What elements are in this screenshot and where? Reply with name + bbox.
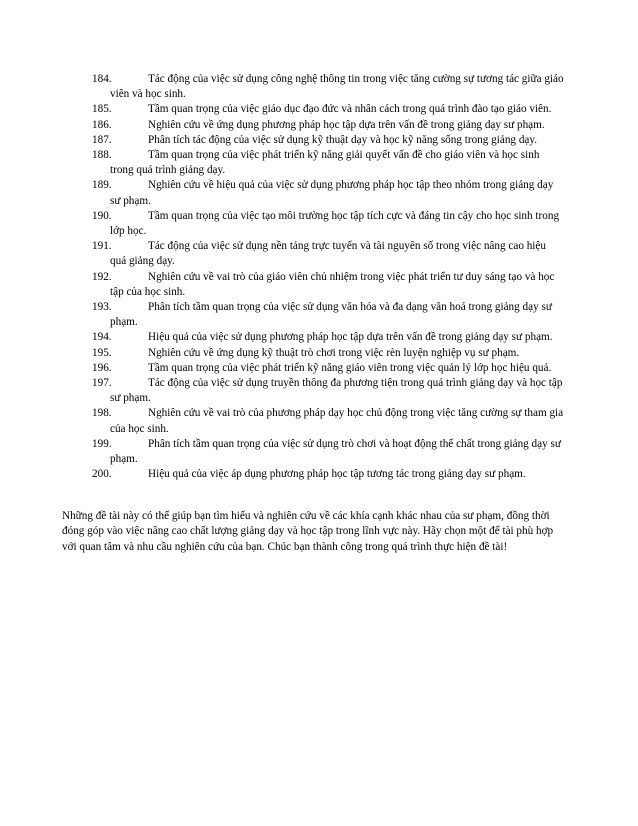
item-text: Nghiên cứu về ứng dụng kỹ thuật trò chơi trong việc rèn luyện nghiệp vụ sư phạm. — [148, 346, 520, 359]
item-text: Nghiên cứu về vai trò của giáo viên chủ nhiệm trong việc phát triển tư duy sáng tạo và học tập của học sinh. — [110, 270, 555, 298]
item-number: 185. — [92, 103, 112, 116]
item-text: Tác động của việc sử dụng công nghệ thông tin trong việc tăng cường sự tương tác giữa giáo viên và học sinh. — [110, 73, 564, 101]
list-item — [88, 270, 564, 300]
list-item — [88, 467, 564, 482]
item-text: Tầm quan trọng của việc phát triển kỹ năng giải quyết vấn đề cho giáo viên và học sinh trong quá trình giảng dạy. — [110, 149, 540, 177]
item-number: 186. — [92, 118, 112, 131]
item-text: Tác động của việc sử dụng nền tảng trực tuyến và tài nguyên số trong việc nâng cao hiệu quả giảng dạy. — [110, 240, 546, 268]
item-text: Tầm quan trọng của việc tạo môi trường học tập tích cực và đáng tin cậy cho học sinh trong lớp học. — [110, 209, 560, 238]
item-text: Nghiên cứu về hiệu quả của việc sử dụng phương pháp học tập theo nhóm trong giảng dạy sư phạm. — [110, 179, 554, 207]
item-number: 189. — [92, 179, 112, 192]
item-number: 190. — [92, 209, 112, 222]
item-text: Nghiên cứu về vai trò của phương pháp dạy học chủ động trong việc tăng cường sự tham gia của học sinh. — [110, 407, 564, 435]
list-item — [88, 148, 564, 178]
list-item — [88, 102, 564, 117]
list-item — [88, 361, 564, 376]
item-text: Hiệu quả của việc sử dụng phương pháp học tập dựa trên vấn đề trong giảng dạy sư phạm. — [148, 331, 553, 344]
item-text: Tác động của việc sử dụng truyền thông đa phương tiện trong quá trình giảng dạy và học tập sư phạm. — [110, 377, 563, 405]
item-number: 187. — [92, 133, 112, 146]
list-item — [88, 437, 564, 467]
item-number: 192. — [92, 270, 112, 283]
item-number: 199. — [92, 437, 112, 450]
item-number: 194. — [92, 331, 112, 344]
list-item — [88, 178, 564, 208]
list-item — [88, 376, 564, 406]
item-number: 197. — [92, 377, 112, 390]
item-number: 198. — [92, 407, 112, 420]
list-item — [88, 330, 564, 345]
list-item — [88, 300, 564, 330]
list-item — [88, 406, 564, 436]
list-item — [88, 209, 564, 239]
item-text: Tầm quan trọng của việc phát triển kỹ năng giáo viên trong việc quản lý lớp học hiệu quả. — [148, 361, 552, 374]
item-text: Nghiên cứu về ứng dụng phương pháp học tập dựa trên vấn đề trong giảng dạy sư phạm. — [148, 118, 545, 131]
item-text: Phân tích tác động của việc sử dụng kỹ thuật dạy và học kỹ năng sống trong giảng dạy. — [148, 133, 538, 146]
item-number: 188. — [92, 149, 112, 162]
topic-list — [88, 72, 564, 482]
item-number: 195. — [92, 346, 112, 359]
item-text: Phân tích tầm quan trọng của việc sử dụng văn hóa và đa dạng văn hoá trong giảng dạy sư phạm. — [110, 301, 552, 329]
item-text: Tầm quan trọng của việc giáo dục đạo đức và nhân cách trong quá trình đào tạo giáo viên. — [148, 103, 552, 116]
item-number: 191. — [92, 240, 112, 253]
list-item — [88, 118, 564, 133]
closing-paragraph: Những đề tài này có thể giúp bạn tìm hiểu và nghiên cứu về các khía cạnh khác nhau của sư phạm, đồng thời đóng góp vào việc nâng cao chất lượng giảng dạy và học tập trong lĩnh vực này. Hãy chọn một để tài phù hợp với quan tâm và nhu cầu nghiên cứu của bạn. Chúc bạn thành công trong quá trình thực hiện đề tài! — [62, 510, 554, 553]
item-number: 184. — [92, 73, 112, 85]
list-item — [88, 72, 564, 102]
item-number: 193. — [92, 301, 112, 314]
item-text: Phân tích tầm quan trọng của việc sử dụng trò chơi và hoạt động thể chất trong giảng dạy sư phạm. — [110, 437, 561, 466]
item-text: Hiệu quả của việc áp dụng phương pháp học tập tương tác trong giảng dạy sư phạm. — [148, 468, 526, 481]
list-item — [88, 133, 564, 148]
item-number: 196. — [92, 361, 112, 374]
list-item — [88, 239, 564, 269]
list-item — [88, 346, 564, 361]
item-number: 200. — [92, 468, 112, 481]
